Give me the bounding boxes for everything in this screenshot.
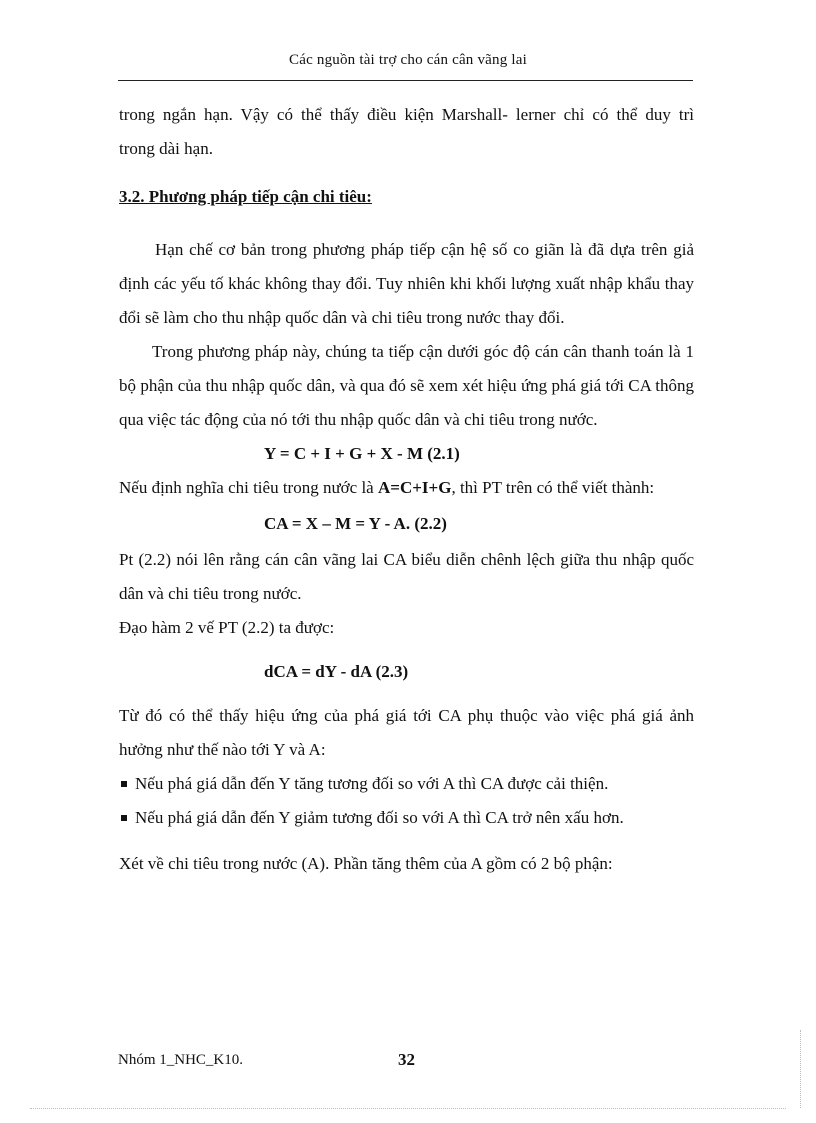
bullet-item: Nếu phá giá dẫn đến Y tăng tương đối so với A thì CA được cải thiện.	[119, 767, 694, 801]
formula-2-3: dCA = dY - dA (2.3)	[264, 662, 409, 681]
header-rule	[118, 80, 693, 81]
square-bullet-icon	[121, 781, 127, 787]
intro-line-1: trong ngắn hạn. Vậy có thể thấy điều kiện Marshall- lerner chỉ có thể duy trì	[119, 105, 694, 124]
running-header: Các nguồn tài trợ cho cán cân vãng lai	[289, 52, 527, 68]
definition-bold: A=C+I+G	[377, 478, 452, 497]
paragraph-domestic-spending: Xét về chi tiêu trong nước (A). Phần tăng thêm của A gồm có 2 bộ phận:	[119, 854, 613, 873]
body-text	[119, 98, 694, 881]
formula-2-2: CA = X – M = Y - A. (2.2)	[264, 514, 447, 533]
section-heading: 3.2. Phương pháp tiếp cận chi tiêu:	[119, 187, 372, 206]
footer-group: Nhóm 1_NHC_K10.	[118, 1052, 244, 1068]
formula-2-1: Y = C + I + G + X - M (2.1)	[264, 444, 460, 463]
paragraph-effect: Từ đó có thể thấy hiệu ứng của phá giá tới CA phụ thuộc vào việc phá giá ảnh hưởng như thế nào tới Y và A:	[119, 706, 694, 759]
paragraph-derivative: Đạo hàm 2 vế PT (2.2) ta được:	[119, 618, 335, 637]
page-number: 32	[398, 1050, 415, 1069]
paragraph-approach: Trong phương pháp này, chúng ta tiếp cận dưới góc độ cán cân thanh toán là 1 bộ phận của thu nhập quốc dân, và qua đó sẽ xem xét hiệu ứng phá giá tới CA thông qua việc tác động của nó tới thu nhập quốc dân và chi tiêu trong nước.	[119, 342, 694, 429]
bullet-item: Nếu phá giá dẫn đến Y giảm tương đối so với A thì CA trở nên xấu hơn.	[119, 801, 694, 835]
bottom-border	[30, 1108, 786, 1109]
paragraph-limitation: Hạn chế cơ bản trong phương pháp tiếp cận hệ số co giãn là đã dựa trên giả định các yếu tố khác không thay đổi. Tuy nhiên khi khối lượng xuất nhập khẩu thay đổi sẽ làm cho thu nhập quốc dân và chi tiêu trong nước thay đổi.	[119, 240, 694, 327]
paragraph-ca-meaning: Pt (2.2) nói lên rằng cán cân vãng lai CA biểu diễn chênh lệch giữa thu nhập quốc dân và chi tiêu trong nước.	[119, 550, 694, 603]
intro-line-2: trong dài hạn.	[119, 139, 213, 158]
right-border	[800, 1030, 801, 1108]
paragraph-definition: Nếu định nghĩa chi tiêu trong nước là A=C+I+G, thì PT trên có thể viết thành:	[119, 478, 655, 497]
square-bullet-icon	[121, 815, 127, 821]
